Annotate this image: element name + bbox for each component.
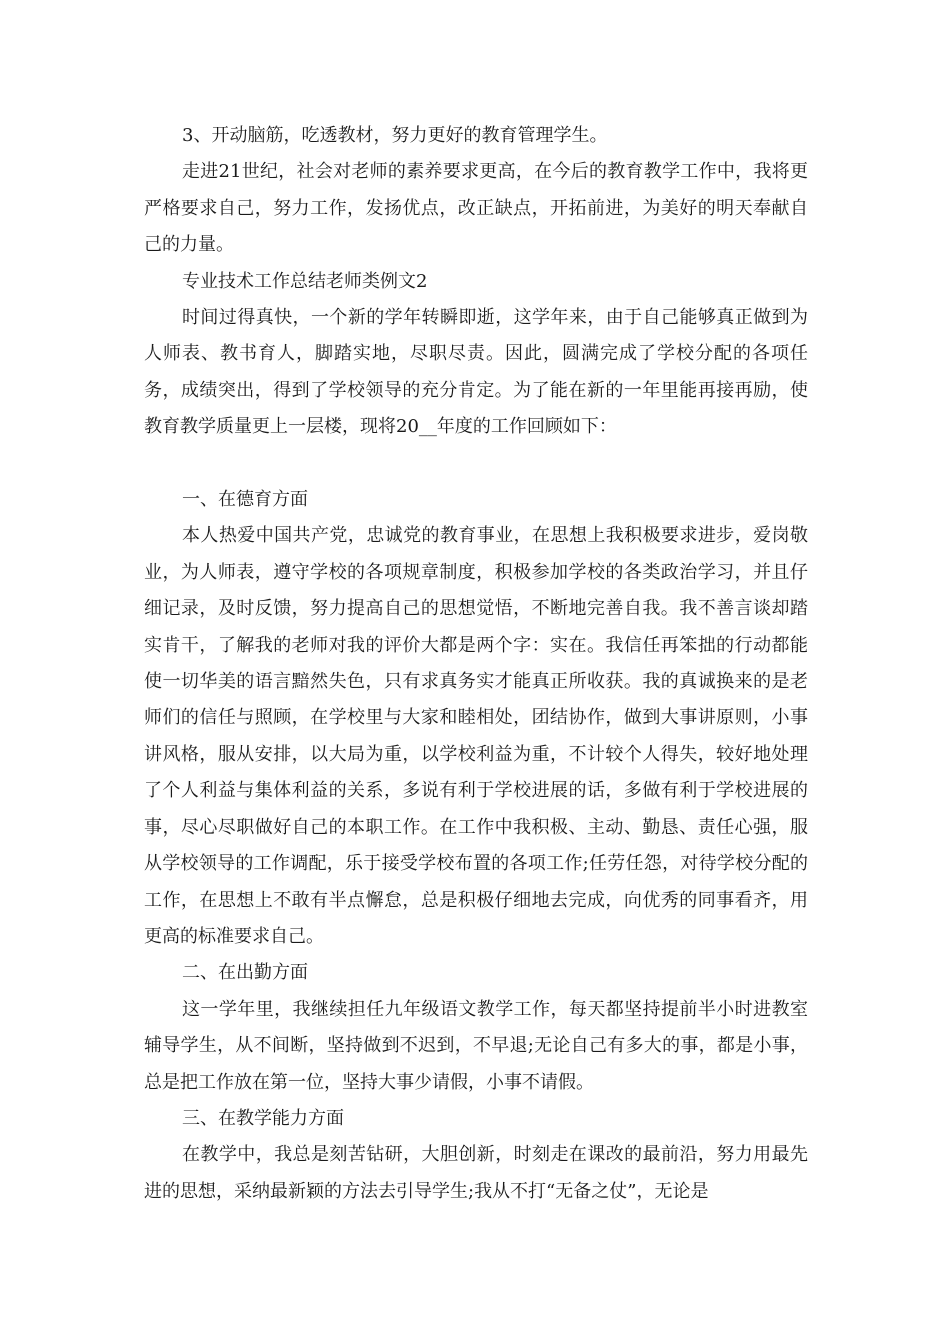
paragraph-teaching-ability: 在教学中，我总是刻苦钻研，大胆创新，时刻走在课改的最前沿，努力用最先进的思想，采纳最新颖的方法去引导学生;我从不打“无备之仗”，无论是 — [144, 1144, 808, 1202]
document-page — [144, 118, 808, 1210]
paragraph-intro: 时间过得真快，一个新的学年转瞬即逝，这学年来，由于自己能够真正做到为人师表、教书育人，脚踏实地，尽职尽责。因此，圆满完成了学校分配的各项任务，成绩突出，得到了学校领导的充分肯定。为了能在新的一年里能再接再励，使教育教学质量更上一层楼，现将20__年度的工作回顾如下： — [144, 307, 808, 438]
section-title-example-2: 专业技术工作总结老师类例文2 — [182, 270, 428, 292]
heading-moral-education: 一、在德育方面 — [182, 489, 308, 511]
paragraph-moral-education: 本人热爱中国共产党，忠诚党的教育事业，在思想上我积极要求进步，爱岗敬业，为人师表，遵守学校的各项规章制度，积极参加学校的各类政治学习，并且仔细记录，及时反馈，努力提高自己的思想觉悟，不断地完善自我。我不善言谈却踏实肯干，了解我的老师对我的评价大都是两个字：实在。我信任再笨拙的行动都能使一切华美的语言黯然失色，只有求真务实才能真正所收获。我的真诚换来的是老师们的信任与照顾，在学校里与大家和睦相处，团结协作，做到大事讲原则，小事讲风格，服从安排，以大局为重，以学校利益为重，不计较个人得失，较好地处理了个人利益与集体利益的关系，多说有利于学校进展的话，多做有利于学校进展的事，尽心尽职做好自己的本职工作。在工作中我积极、主动、勤恳、责任心强，服从学校领导的工作调配，乐于接受学校布置的各项工作;任劳任怨，对待学校分配的工作，在思想上不敢有半点懈怠，总是积极仔细地去完成，向优秀的同事看齐，用更高的标准要求自己。 — [144, 525, 808, 947]
paragraph-1: 3、开动脑筋，吃透教材，努力更好的教育管理学生。 — [182, 125, 608, 146]
paragraph-2: 走进21世纪，社会对老师的素养要求更高，在今后的教育教学工作中，我将更严格要求自己，努力工作，发扬优点，改正缺点，开拓前进，为美好的明天奉献自己的力量。 — [144, 161, 808, 256]
blank-line — [144, 446, 808, 482]
heading-teaching-ability: 三、在教学能力方面 — [182, 1107, 344, 1129]
heading-attendance: 二、在出勤方面 — [182, 962, 308, 984]
paragraph-attendance: 这一学年里，我继续担任九年级语文教学工作，每天都坚持提前半小时进教室辅导学生，从不间断，坚持做到不迟到，不早退;无论自己有多大的事，都是小事，总是把工作放在第一位，坚持大事少请假，小事不请假。 — [144, 998, 808, 1093]
